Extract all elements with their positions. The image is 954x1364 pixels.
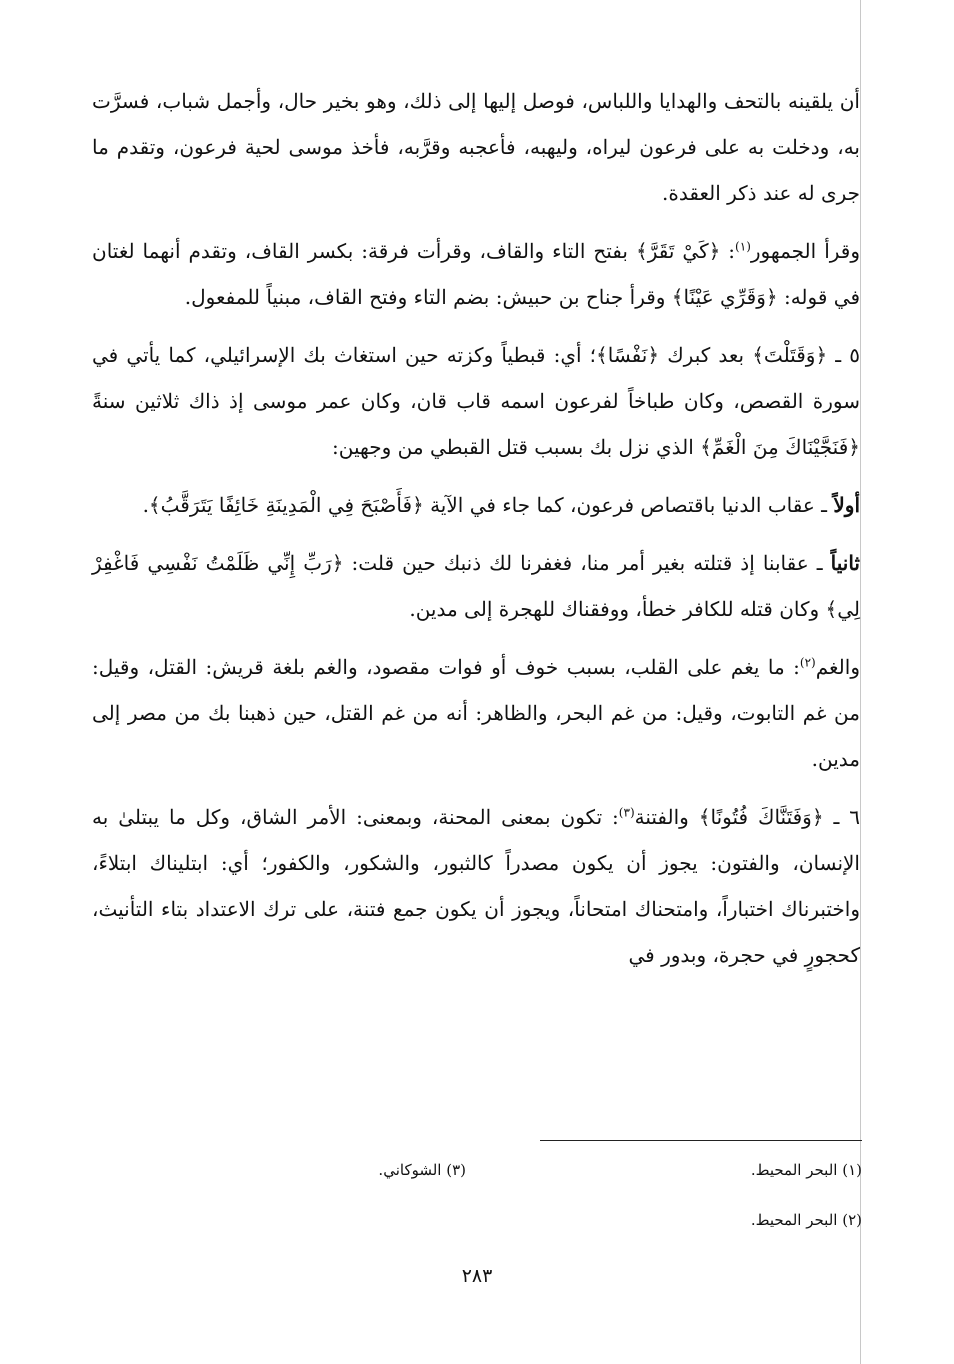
footnote-1: (١) البحر المحيط.	[750, 1161, 862, 1179]
paragraph-6-text-b: : ما يغم على القلب، بسبب خوف أو فوات مقصود، والغم بلغة قريش: القتل، وقيل: من غم التابوت، وقيل: من غم البحر، والظاهر: أنه من غم القتل، حين ذهبنا بك من مصر إلى مدين.	[92, 655, 860, 771]
paragraph-2-text-b: : ﴿كَيْ تَقَرَّ﴾ بفتح التاء والقاف، وقرأت فرقة: بكسر القاف، وتقدم أنهما لغتان في قوله: ﴿وَقَرِّي عَيْنًا﴾ وقرأ جناح بن حبيش: بضم التاء وفتح القاف، مبنياً للمفعول.	[92, 239, 860, 309]
page-body	[92, 78, 860, 990]
paragraph-4	[92, 482, 860, 528]
paragraph-7-text-a: ٦ ـ ﴿وَفَتَنَّاكَ فُتُونًا﴾ والفتنة	[634, 805, 860, 829]
paragraph-3	[92, 332, 860, 470]
footnote-3: (٣) الشوكاني.	[378, 1161, 466, 1179]
paragraph-6-text-a: والغم	[815, 655, 860, 679]
paragraph-6	[92, 644, 860, 782]
page-number: ٢٨٣	[461, 1265, 493, 1287]
paragraph-3-text: ٥ ـ ﴿وَقَتَلْتَ﴾ بعد كبرك ﴿نَفْسًا﴾؛ أي: قبطياً وكزته حين استغاث بك الإسرائيلي، كما يأتي في سورة القصص، وكان طباخاً لفرعون اسمه قاب قان، وكان عمر موسى إذ ذاك ثلاثين سنةً ﴿فَنَجَّيْنَاكَ مِنَ الْغَمِّ﴾ الذي نزل بك بسبب قتل القبطي من وجهين:	[92, 343, 860, 459]
paragraph-5-text: ـ عقابنا إذ قتلته بغير أمر منا، فغفرنا لك ذنبك حين قلت: ﴿رَبِّ إِنِّي ظَلَمْتُ نَفْسِي فَاغْفِرْ لِي﴾ وكان قتله للكافر خطأ، ووفقناك للهجرة إلى مدين.	[92, 551, 860, 621]
paragraph-5-lead: ثانياً	[830, 551, 860, 575]
paragraph-4-text: ـ عقاب الدنيا باقتصاص فرعون، كما جاء في الآية ﴿فَأَصْبَحَ فِي الْمَدِينَةِ خَائِفًا يَتَرَقَّبُ﴾.	[142, 493, 834, 517]
footnote-marker-1: (١)	[735, 239, 751, 254]
paragraph-2	[92, 228, 860, 320]
paragraph-4-lead: أولاً	[833, 493, 860, 517]
paragraph-7	[92, 794, 860, 978]
footnote-separator	[540, 1140, 862, 1141]
paragraph-5	[92, 540, 860, 632]
paragraph-7-text-b: : تكون بمعنى المحنة، وبمعنى: الأمر الشاق، وكل ما يبتلىٰ به الإنسان، والفتون: يجوز أن يكون مصدراً كالثبور، والشكور، والكفور؛ أي: ابتليناك ابتلاءً، واختبرناك اختباراً، وامتحناك امتحاناً، ويجوز أن يكون جمع فتنة، على ترك الاعتداد بتاء التأنيث، كحجورٍ في حجرة، وبدور في	[92, 805, 860, 967]
paragraph-1-text: أن يلقينه بالتحف والهدايا واللباس، فوصل إليها إلى ذلك، وهو بخير حال، وأجمل شباب، فسرَّت به، ودخلت به على فرعون ليراه، وليهبه، فأعجبه وقرَّبه، فأخذ موسى لحية فرعون، وتقدم ما جرى له عند ذكر العقدة.	[92, 89, 860, 205]
paragraph-1	[92, 78, 860, 216]
footnote-2: (٢) البحر المحيط.	[750, 1211, 862, 1229]
paragraph-2-text-a: وقرأ الجمهور	[750, 239, 861, 263]
footnote-marker-2: (٢)	[799, 655, 816, 670]
footnote-marker-3: (٣)	[618, 805, 635, 820]
